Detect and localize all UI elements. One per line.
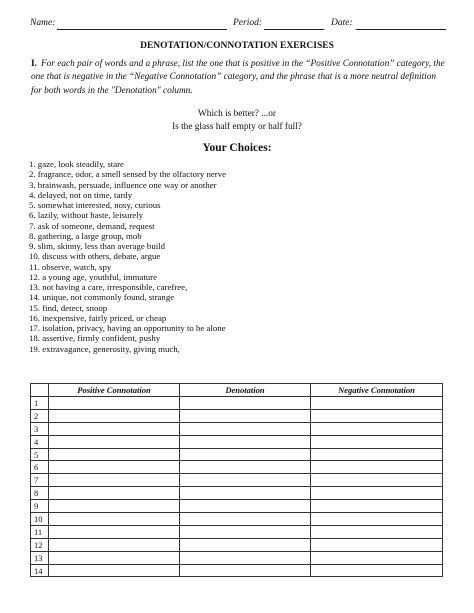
denotation-cell[interactable] bbox=[180, 448, 311, 461]
row-number: 13 bbox=[31, 551, 49, 564]
positive-connotation-cell[interactable] bbox=[49, 409, 180, 422]
table-row bbox=[31, 422, 443, 435]
row-number: 3 bbox=[31, 422, 49, 435]
positive-connotation-cell[interactable] bbox=[49, 513, 180, 526]
denotation-cell[interactable] bbox=[180, 461, 311, 474]
list-item: 9. slim, skinny, less than average build bbox=[29, 241, 166, 251]
negative-connotation-cell[interactable] bbox=[311, 397, 443, 410]
denotation-cell[interactable] bbox=[180, 525, 311, 538]
denotation-cell[interactable] bbox=[180, 409, 311, 422]
positive-connotation-cell[interactable] bbox=[49, 551, 180, 564]
negative-connotation-cell[interactable] bbox=[311, 487, 443, 500]
name-blank[interactable] bbox=[57, 29, 227, 30]
date-label: Date: bbox=[331, 18, 353, 28]
row-number: 1 bbox=[31, 397, 49, 410]
row-number: 4 bbox=[31, 435, 49, 448]
denotation-cell[interactable] bbox=[180, 551, 311, 564]
table-row bbox=[31, 397, 443, 410]
table-body bbox=[31, 397, 443, 577]
negative-connotation-cell[interactable] bbox=[311, 422, 443, 435]
negative-connotation-cell[interactable] bbox=[311, 538, 443, 551]
table-row bbox=[31, 538, 443, 551]
negative-connotation-cell[interactable] bbox=[311, 564, 443, 577]
instructions bbox=[31, 58, 446, 98]
negative-connotation-cell[interactable] bbox=[311, 461, 443, 474]
list-item: 11. observe, watch, spy bbox=[29, 261, 112, 272]
list-item: 1. gaze, look steadily, stare bbox=[29, 159, 124, 169]
negative-connotation-cell[interactable] bbox=[311, 409, 443, 422]
denotation-cell[interactable] bbox=[180, 474, 311, 487]
row-number: 14 bbox=[31, 564, 49, 577]
list-item: 5. somewhat interested, nosy, curious bbox=[29, 200, 161, 210]
positive-connotation-cell[interactable] bbox=[49, 422, 180, 435]
list-item: 2. fragrance, odor, a smell sensed by the olfactory nerve bbox=[29, 169, 227, 180]
positive-connotation-cell[interactable] bbox=[49, 448, 180, 461]
list-item: 15. find, detect, snoop bbox=[29, 302, 108, 313]
row-number: 7 bbox=[31, 474, 49, 487]
row-number: 2 bbox=[31, 409, 49, 422]
question-line-1: Which is better? ...or bbox=[198, 109, 276, 119]
positive-connotation-cell[interactable] bbox=[49, 435, 180, 448]
positive-connotation-cell[interactable] bbox=[49, 474, 180, 487]
list-item: 19. extravagance, generosity, giving much, bbox=[29, 343, 180, 354]
row-number: 12 bbox=[31, 538, 49, 551]
section-number: I. bbox=[31, 59, 37, 69]
instructions-text: For each pair of words and a phrase, list the one that is positive in the “Positive Connotation” category, the one that is negative in the “Negative Connotation” category, and the phrase that is a more neutral definition for both words in the "Denotation" column. bbox=[31, 59, 445, 96]
positive-connotation-header: Positive Connotation bbox=[49, 384, 180, 397]
list-item: 13. not having a care, irresponsible, carefree, bbox=[29, 282, 188, 292]
list-item: 16. inexpensive, fairly priced, or cheap bbox=[29, 312, 167, 323]
denotation-cell[interactable] bbox=[180, 564, 311, 577]
negative-connotation-cell[interactable] bbox=[311, 435, 443, 448]
list-item: 4. delayed, not on time, tardy bbox=[29, 189, 133, 200]
positive-connotation-cell[interactable] bbox=[49, 500, 180, 513]
row-number: 8 bbox=[31, 487, 49, 500]
table-row bbox=[31, 448, 443, 461]
negative-connotation-cell[interactable] bbox=[311, 500, 443, 513]
row-number-header bbox=[31, 384, 49, 397]
negative-connotation-header: Negative Connotation bbox=[311, 384, 443, 397]
negative-connotation-cell[interactable] bbox=[311, 448, 443, 461]
row-number: 10 bbox=[31, 513, 49, 526]
list-item: 6. lazily, without haste, leisurely bbox=[29, 210, 144, 221]
list-item: 7. ask of someone, demand, request bbox=[29, 220, 155, 231]
positive-connotation-cell[interactable] bbox=[49, 538, 180, 551]
table-row bbox=[31, 474, 443, 487]
table-row bbox=[31, 487, 443, 500]
denotation-cell[interactable] bbox=[180, 500, 311, 513]
positive-connotation-cell[interactable] bbox=[49, 461, 180, 474]
connotation-table bbox=[30, 383, 443, 577]
choices-list bbox=[29, 159, 226, 354]
date-blank[interactable] bbox=[356, 29, 446, 30]
table-row bbox=[31, 525, 443, 538]
positive-connotation-cell[interactable] bbox=[49, 397, 180, 410]
row-number: 11 bbox=[31, 525, 49, 538]
list-item: 10. discuss with others, debate, argue bbox=[29, 251, 161, 262]
negative-connotation-cell[interactable] bbox=[311, 525, 443, 538]
denotation-cell[interactable] bbox=[180, 422, 311, 435]
list-item: 17. isolation, privacy, having an opportunity to be alone bbox=[29, 323, 226, 333]
positive-connotation-cell[interactable] bbox=[49, 564, 180, 577]
negative-connotation-cell[interactable] bbox=[311, 513, 443, 526]
table-header-row bbox=[31, 384, 443, 397]
table-row bbox=[31, 564, 443, 577]
list-item: 14. unique, not commonly found, strange bbox=[29, 292, 175, 303]
denotation-cell[interactable] bbox=[180, 435, 311, 448]
row-number: 9 bbox=[31, 500, 49, 513]
question-line-2: Is the glass half empty or half full? bbox=[172, 122, 302, 132]
table-row bbox=[31, 551, 443, 564]
negative-connotation-cell[interactable] bbox=[311, 551, 443, 564]
denotation-cell[interactable] bbox=[180, 397, 311, 410]
row-number: 5 bbox=[31, 448, 49, 461]
table-row bbox=[31, 461, 443, 474]
positive-connotation-cell[interactable] bbox=[49, 525, 180, 538]
page-title: DENOTATION/CONNOTATION EXERCISES bbox=[140, 41, 334, 51]
period-blank[interactable] bbox=[264, 29, 324, 30]
denotation-cell[interactable] bbox=[180, 513, 311, 526]
period-label: Period: bbox=[233, 18, 263, 28]
denotation-header: Denotation bbox=[180, 384, 311, 397]
list-item: 12. a young age, youthful, immature bbox=[29, 271, 158, 282]
table-row bbox=[31, 435, 443, 448]
negative-connotation-cell[interactable] bbox=[311, 474, 443, 487]
list-item: 8. gathering, a large group, mob bbox=[29, 230, 142, 241]
table-row bbox=[31, 513, 443, 526]
choices-heading: Your Choices: bbox=[202, 142, 272, 154]
positive-connotation-cell[interactable] bbox=[49, 487, 180, 500]
table-row bbox=[31, 500, 443, 513]
table-row bbox=[31, 409, 443, 422]
list-item: 18. assertive, firmly confident, pushy bbox=[29, 333, 161, 344]
denotation-cell[interactable] bbox=[180, 538, 311, 551]
name-label: Name: bbox=[30, 18, 56, 28]
list-item: 3. brainwash, persuade, influence one way or another bbox=[29, 179, 217, 190]
row-number: 6 bbox=[31, 461, 49, 474]
denotation-cell[interactable] bbox=[180, 487, 311, 500]
student-info-line bbox=[30, 18, 446, 34]
